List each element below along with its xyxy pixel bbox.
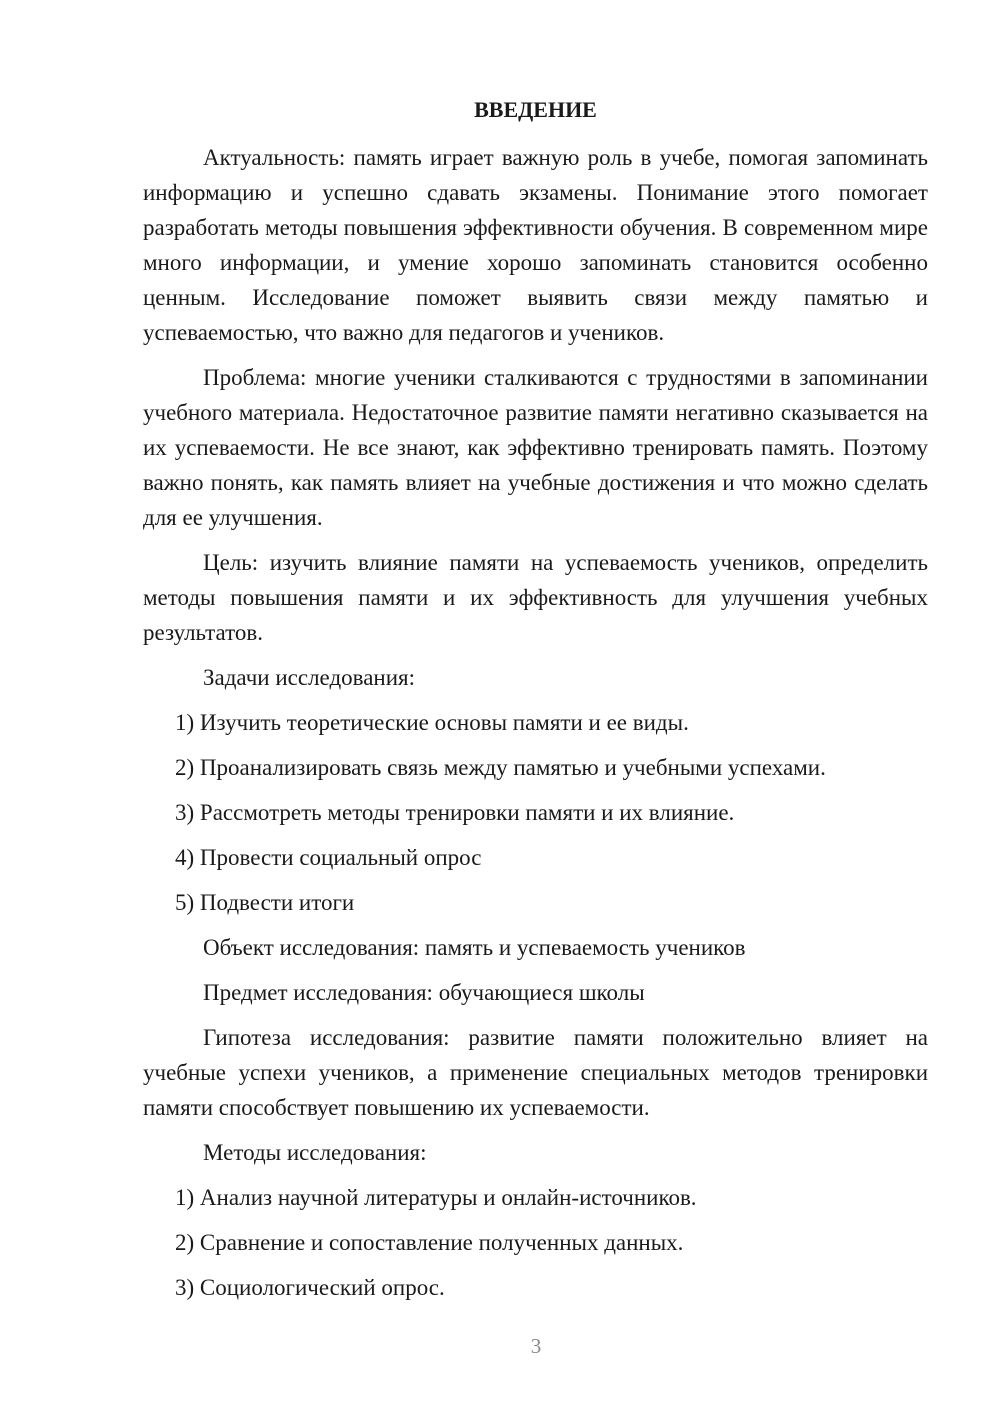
task-item-3: 3) Рассмотреть методы тренировки памяти и их влияние. [175,800,735,825]
problem-paragraph: Проблема: многие ученики сталкиваются с трудностями в запоминании учебного материала. Недостаточное развитие памяти негативно сказывается на их успеваемости. Не все знают, как эффективно тренировать память. Поэтому важно понять, как память влияет на учебные достижения и что можно сделать для ее улучшения. [143,365,928,530]
method-item-2: 2) Сравнение и сопоставление полученных данных. [175,1230,684,1255]
tasks-heading: Задачи исследования: [203,665,416,690]
method-item-3: 3) Социологический опрос. [175,1275,445,1300]
page-number: 3 [530,1334,542,1358]
page-title: ВВЕДЕНИЕ [474,97,597,122]
task-item-2: 2) Проанализировать связь между памятью и учебными успехами. [175,755,826,780]
goal-paragraph: Цель: изучить влияние памяти на успеваемость учеников, определить методы повышения памяти и их эффективность для улучшения учебных результатов. [143,550,928,645]
page-content [143,94,928,1315]
task-item-4: 4) Провести социальный опрос [175,845,482,870]
task-item-1: 1) Изучить теоретические основы памяти и ее виды. [175,710,689,735]
research-subject: Предмет исследования: обучающиеся школы [203,980,645,1005]
relevance-paragraph: Актуальность: память играет важную роль в учебе, помогая запоминать информацию и успешно сдавать экзамены. Понимание этого помогает разработать методы повышения эффективности обучения. В современном мире много информации, и умение хорошо запоминать становится особенно ценным. Исследование поможет выявить связи между памятью и успеваемостью, что важно для педагогов и учеников. [143,145,928,345]
research-object: Объект исследования: память и успеваемость учеников [203,935,746,960]
task-item-5: 5) Подвести итоги [175,890,355,915]
hypothesis-paragraph: Гипотеза исследования: развитие памяти положительно влияет на учебные успехи учеников, а применение специальных методов тренировки памяти способствует повышению их успеваемости. [143,1025,928,1120]
methods-heading: Методы исследования: [203,1140,427,1165]
method-item-1: 1) Анализ научной литературы и онлайн-источников. [175,1185,697,1210]
